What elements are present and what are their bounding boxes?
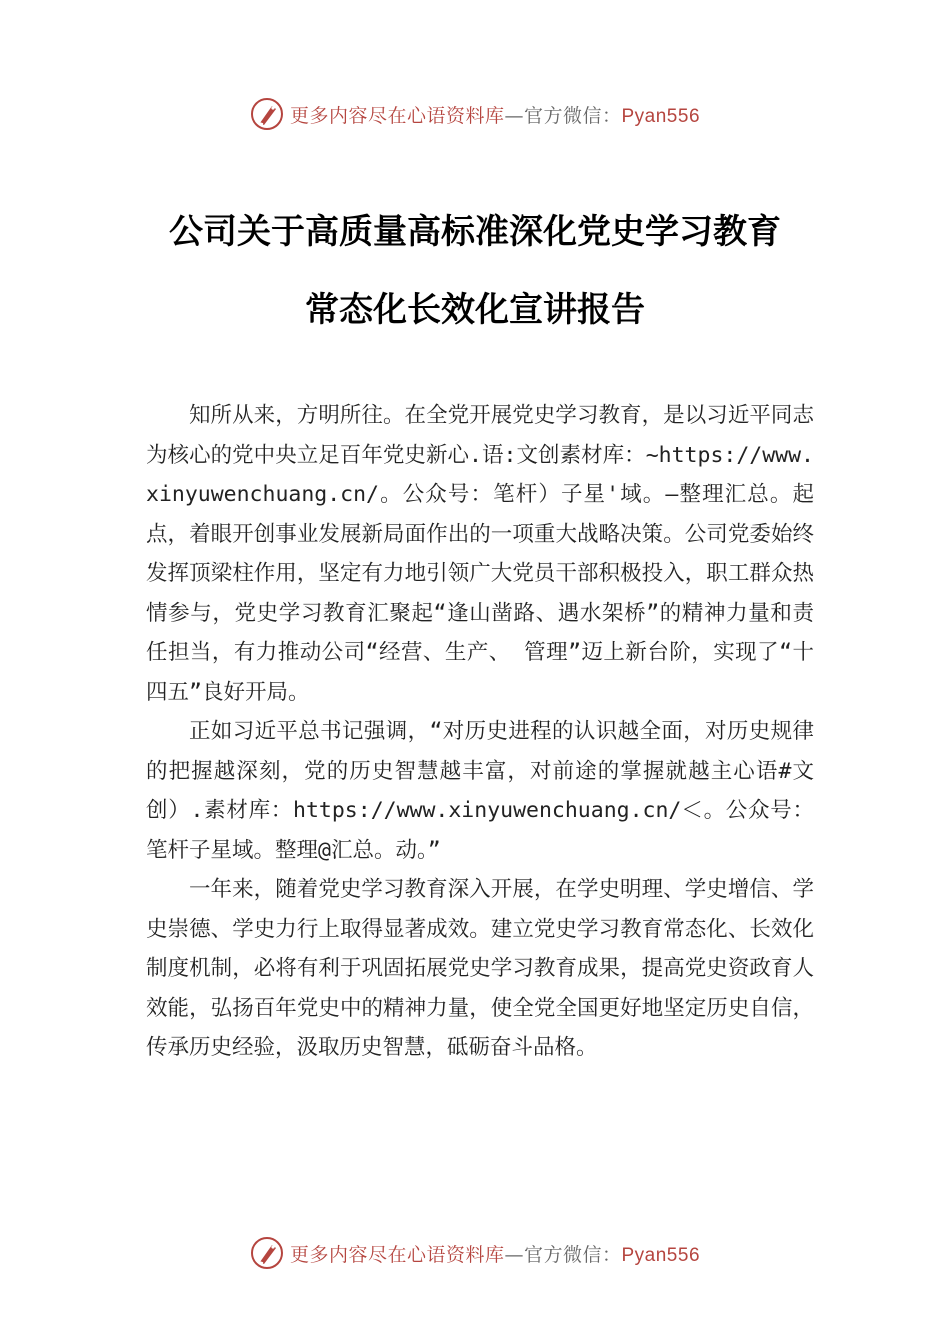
pen-nib-logo-icon [250,1236,284,1270]
header-banner [0,92,950,136]
body-paragraph-2: 正如习近平总书记强调，“对历史进程的认识越全面，对历史规律的把握越深刻，党的历史智慧越丰富，对前途的掌握就越主心语#文创）.素材库：https://www.xinyuwenchuang.cn/＜。公众号：笔杆子星域。整理@汇总。动。” [146,719,814,863]
body-paragraph-3: 一年来，随着党史学习教育深入开展，在学史明理、学史增信、学史崇德、学史力行上取得显著成效。建立党史学习教育常态化、长效化制度机制，必将有利于巩固拓展党史学习教育成果，提高党史资政育人效能，弘扬百年党史中的精神力量，使全党全国更好地坚定历史自信，传承历史经验，汲取历史智慧，砥砺奋斗品格。 [146,877,814,1060]
footer-banner [0,1231,950,1275]
banner-brand-text: 更多内容尽在心语资料库 [289,1243,505,1266]
document-title-line-2: 常态化长效化宣讲报告 [305,290,645,330]
banner-separator-text: —官方微信： [504,104,622,127]
banner-brand-text: 更多内容尽在心语资料库 [289,104,505,127]
banner-wechat-id: Pyan556 [621,105,701,127]
banner-wechat-id: Pyan556 [621,1244,701,1266]
banner-separator-text: —官方微信： [504,1243,622,1266]
document-body [146,396,814,1068]
document-title-line-1: 公司关于高质量高标准深化党史学习教育 [169,212,781,252]
pen-nib-logo-icon [250,97,284,131]
body-paragraph-1: 知所从来，方明所往。在全党开展党史学习教育，是以习近平同志为核心的党中央立足百年党史新心.语:文创素材库：~https://www.xinyuwenchuang.cn/。公众号：笔杆）子星'域。—整理汇总。起点，着眼开创事业发展新局面作出的一项重大战略决策。公司党委始终发挥顶梁柱作用，坚定有力地引领广大党员干部积极投入，职工群众热情参与，党史学习教育汇聚起“逢山凿路、遇水架桥”的精神力量和责任担当，有力推动公司“经营、生产、 管理”迈上新台阶，实现了“十四五”良好开局。 [146,403,814,705]
